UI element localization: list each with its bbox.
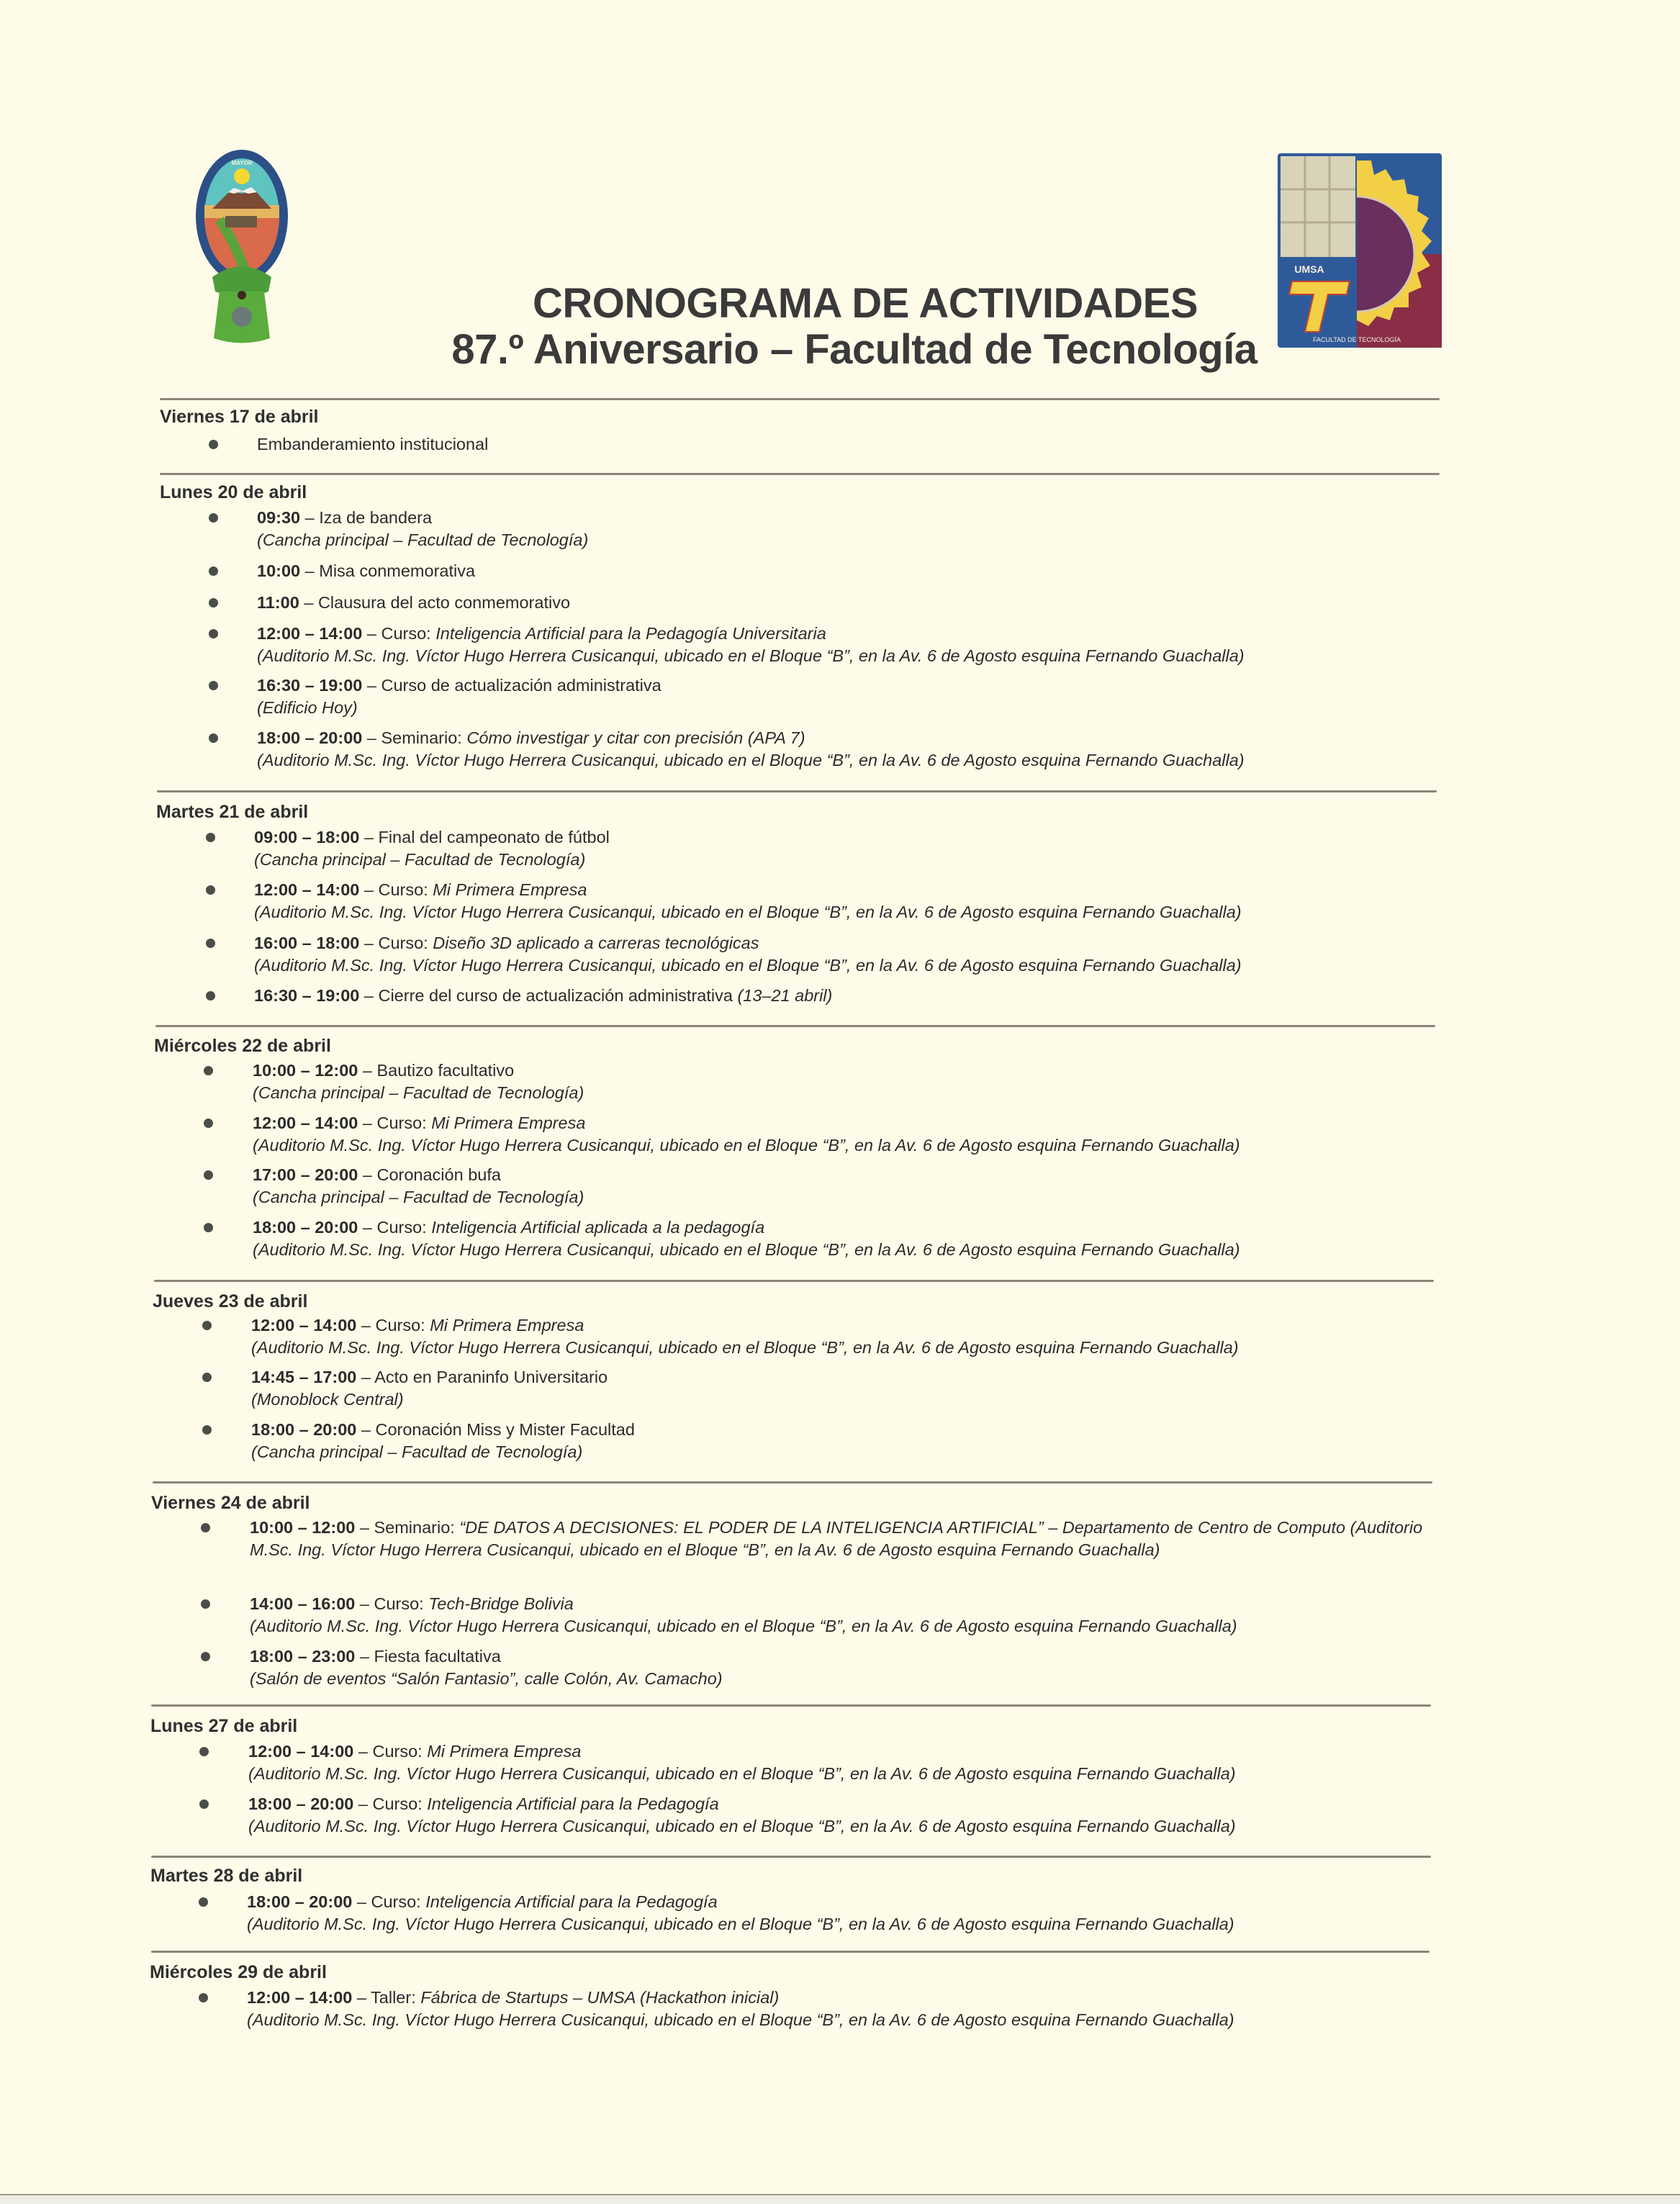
bullet-icon [209,681,218,690]
day-heading: Lunes 20 de abril [160,482,307,502]
event-title: Misa conmemorativa [319,561,476,580]
separator: – [300,508,320,527]
event-title: Clausura del acto conmemorativo [317,593,571,612]
bullet-icon [201,1652,210,1661]
bullet-icon [199,1993,208,2002]
section-divider [160,398,1440,400]
event-time: 18:00 – 20:00 [251,1420,357,1439]
event-course-name: Inteligencia Artificial aplicada a la pedagogía [431,1218,765,1237]
event-title: Coronación Miss y Mister Facultad [375,1420,635,1439]
bullet-icon [202,1321,212,1330]
event-course-name: Tech-Bridge Bolivia [428,1594,574,1613]
event-title: Seminario: [381,728,467,747]
event-title: Curso: [376,1218,432,1237]
event-location: (Monoblock Central) [251,1390,404,1409]
event-time: 12:00 – 14:00 [254,880,360,899]
event-course-name: Inteligencia Artificial para la Pedagogía [425,1892,718,1911]
separator: – [300,561,320,580]
event-time: 12:00 – 14:00 [248,1742,354,1761]
separator: – [362,676,381,695]
event-title: Iza de bandera [319,508,433,527]
separator: – [353,1742,373,1761]
schedule-item [253,1112,1433,1157]
svg-text:FACULTAD DE TECNOLOGÍA: FACULTAD DE TECNOLOGÍA [1312,336,1401,343]
event-title: Final del campeonato de fútbol [378,828,610,846]
event-time: 14:00 – 16:00 [250,1594,356,1613]
event-location: (Auditorio M.Sc. Ing. Víctor Hugo Herrera Cusicanqui, ubicado en el Bloque “B”, en la Av. 6 de Agosto esquina Fernando Guachalla) [254,903,1242,921]
schedule-item [253,1164,1433,1209]
event-time: 12:00 – 14:00 [257,624,363,643]
event-course-name: Inteligencia Artificial para la Pedagogía [427,1794,719,1813]
event-location: (Cancha principal – Facultad de Tecnología) [251,1442,583,1461]
event-location: (Cancha principal – Facultad de Tecnología) [257,530,589,549]
event-time: 10:00 – 12:00 [253,1061,358,1080]
bullet-icon [202,1425,212,1435]
schedule-item [250,1593,1430,1638]
bullet-icon [206,991,215,1001]
event-course-name: Mi Primera Empresa [433,880,587,899]
schedule-item [248,1793,1429,1838]
schedule-item [257,507,1437,551]
section-divider [160,473,1440,475]
event-title: Curso: [371,1892,426,1911]
event-location: (Auditorio M.Sc. Ing. Víctor Hugo Herrera Cusicanqui, ubicado en el Bloque “B”, en la Av. 6 de Agosto esquina Fernando Guachalla) [254,956,1242,975]
event-course-name: Cómo investigar y citar con precisión (APA 7) [466,728,805,747]
event-time: 12:00 – 14:00 [253,1114,358,1132]
document-subtitle: 87.º Aniversario – Facultad de Tecnología [451,326,1257,373]
event-title: Embanderamiento institucional [257,435,489,453]
event-title: Curso: [381,624,436,643]
bullet-icon [209,598,218,608]
separator: – [359,934,379,952]
bullet-icon [201,1523,210,1532]
bullet-icon [204,1066,213,1075]
schedule-item [254,932,1435,977]
event-course-name: Mi Primera Empresa [427,1742,582,1761]
separator: – [356,1420,376,1439]
event-time: 16:30 – 19:00 [257,676,363,695]
event-title: Curso: [372,1794,428,1813]
event-time: 09:30 [257,508,301,527]
schedule-item [257,727,1437,772]
event-time: 11:00 [257,593,299,612]
schedule-item [251,1366,1432,1411]
separator: – [359,880,379,899]
bullet-icon [209,440,218,449]
event-course-name: Mi Primera Empresa [430,1316,584,1334]
separator: – [353,1794,373,1813]
event-location: (Cancha principal – Facultad de Tecnología) [253,1083,584,1102]
separator: – [358,1218,377,1237]
schedule-item [247,1891,1427,1936]
event-location: (Auditorio M.Sc. Ing. Víctor Hugo Herrera Cusicanqui, ubicado en el Bloque “B”, en la Av. 6 de Agosto esquina Fernando Guachalla) [253,1136,1240,1155]
event-course-name: Diseño 3D aplicado a carreras tecnológicas [433,934,759,952]
day-heading: Jueves 23 de abril [153,1291,308,1311]
separator: – [356,1316,376,1334]
event-location: (Auditorio M.Sc. Ing. Víctor Hugo Herrera Cusicanqui, ubicado en el Bloque “B”, en la Av. 6 de Agosto esquina Fernando Guachalla) [248,1764,1236,1783]
section-divider [155,1025,1435,1027]
event-location: (Auditorio M.Sc. Ing. Víctor Hugo Herrera Cusicanqui, ubicado en el Bloque “B”, en la Av. 6 de Agosto esquina Fernando Guachalla) [257,646,1245,665]
event-time: 16:30 – 19:00 [254,986,360,1005]
event-location: (Cancha principal – Facultad de Tecnología) [253,1188,584,1206]
event-title: Curso: [378,880,433,899]
day-heading: Viernes 17 de abril [160,407,319,427]
event-time: 18:00 – 20:00 [247,1892,353,1911]
schedule-item [257,623,1437,667]
schedule-item [250,1517,1430,1561]
event-location: (Auditorio M.Sc. Ing. Víctor Hugo Herrera Cusicanqui, ubicado en el Bloque “B”, en la Av. 6 de Agosto esquina Fernando Guachalla) [248,1817,1236,1835]
event-time: 18:00 – 23:00 [250,1647,356,1666]
separator: – [359,828,379,846]
event-time: 17:00 – 20:00 [253,1165,358,1184]
separator: – [358,1114,377,1132]
bullet-icon [209,566,218,576]
bullet-icon [199,1897,208,1907]
separator: – [355,1594,374,1613]
bullet-icon [199,1799,209,1809]
event-location: (Auditorio M.Sc. Ing. Víctor Hugo Herrera Cusicanqui, ubicado en el Bloque “B”, en la Av. 6 de Agosto esquina Fernando Guachalla) [251,1338,1239,1357]
event-location: (Auditorio M.Sc. Ing. Víctor Hugo Herrera Cusicanqui, ubicado en el Bloque “B”, en la Av. 6 de Agosto esquina Fernando Guachalla) [253,1240,1240,1259]
event-time: 12:00 – 14:00 [251,1316,357,1334]
bullet-icon [204,1170,213,1180]
separator: – [355,1518,374,1537]
separator: – [362,624,381,643]
event-time: 18:00 – 20:00 [257,728,363,747]
event-title: Acto en Paraninfo Universitario [374,1368,608,1386]
bullet-icon [206,885,215,895]
day-heading: Miércoles 22 de abril [154,1036,331,1056]
event-location: (Cancha principal – Facultad de Tecnología) [254,850,586,869]
separator: – [299,593,318,612]
schedule-item [254,985,1435,1007]
event-course-name: “DE DATOS A DECISIONES: EL PODER DE LA INTELIGENCIA ARTIFICIAL” – Departamento de Centro de Computo (Auditorio M.Sc. Ing. Víctor Hugo Herrera Cusicanqui, ubicado en el Bloque “B”, en la Av. 6 de Agosto esquina Fernando Guachalla) [250,1518,1423,1559]
section-divider [153,1481,1432,1483]
event-title: Curso: [375,1316,430,1334]
schedule-item [248,1740,1429,1785]
separator: – [359,986,379,1005]
event-course-name: Mi Primera Empresa [431,1114,586,1132]
svg-text:MAYOR: MAYOR [231,160,253,166]
bullet-icon [204,1223,213,1232]
schedule-item [257,560,1437,582]
separator: – [358,1165,377,1184]
separator: – [358,1061,377,1080]
separator: – [352,1892,371,1911]
event-title: Taller: [371,1988,421,2007]
section-divider [151,1856,1431,1858]
event-title: Curso de actualización administrativa [381,676,661,695]
event-time: 12:00 – 14:00 [247,1988,353,2007]
section-divider [151,1951,1430,1953]
event-title: Bautizo facultativo [376,1061,515,1080]
event-title: Curso: [374,1594,429,1613]
schedule-item [257,674,1437,719]
event-location: (Auditorio M.Sc. Ing. Víctor Hugo Herrera Cusicanqui, ubicado en el Bloque “B”, en la Av. 6 de Agosto esquina Fernando Guachalla) [247,2010,1234,2029]
bullet-icon [209,629,218,638]
event-time: 18:00 – 20:00 [248,1794,354,1813]
schedule-item [251,1419,1432,1463]
section-divider [154,1280,1434,1282]
event-location: (Auditorio M.Sc. Ing. Víctor Hugo Herrera Cusicanqui, ubicado en el Bloque “B”, en la Av. 6 de Agosto esquina Fernando Guachalla) [257,751,1245,769]
schedule-item [253,1216,1433,1261]
separator: – [356,1368,375,1386]
day-heading: Lunes 27 de abril [150,1716,298,1736]
schedule-item [257,433,1437,456]
bullet-icon [209,513,218,523]
svg-text:UMSA: UMSA [1294,263,1324,275]
bullet-icon [209,733,218,743]
event-title: Cierre del curso de actualización administrativa [378,986,738,1005]
day-heading: Martes 28 de abril [150,1866,303,1886]
event-time: 16:00 – 18:00 [254,934,360,952]
event-title: Curso: [376,1114,432,1132]
schedule-item [257,592,1437,614]
schedule-item [254,879,1435,923]
event-time: 09:00 – 18:00 [254,828,360,846]
event-time: 10:00 – 12:00 [250,1518,356,1537]
schedule-item [254,826,1435,871]
event-course-name: (13–21 abril) [737,986,833,1005]
event-location: (Salón de eventos “Salón Fantasio”, calle Colón, Av. Camacho) [250,1669,723,1688]
day-heading: Miércoles 29 de abril [150,1962,327,1982]
schedule-item [250,1645,1430,1690]
event-course-name: Fábrica de Startups – UMSA (Hackathon inicial) [420,1988,780,2007]
day-heading: Martes 21 de abril [156,802,309,822]
schedule-item [247,1987,1427,2031]
event-time: 18:00 – 20:00 [253,1218,358,1237]
section-divider [157,790,1437,792]
event-title: Coronación bufa [376,1165,501,1184]
schedule-item [251,1314,1432,1359]
event-time: 10:00 [257,561,301,580]
event-time: 14:45 – 17:00 [251,1368,357,1386]
event-location: (Auditorio M.Sc. Ing. Víctor Hugo Herrera Cusicanqui, ubicado en el Bloque “B”, en la Av. 6 de Agosto esquina Fernando Guachalla) [250,1617,1237,1635]
event-title: Curso: [372,1742,428,1761]
document-title: CRONOGRAMA DE ACTIVIDADES [532,280,1198,327]
bullet-icon [206,939,215,948]
event-title: Seminario: [374,1518,460,1537]
day-heading: Viernes 24 de abril [151,1493,310,1513]
bullet-icon [201,1599,210,1609]
bullet-icon [204,1119,213,1128]
event-location: (Auditorio M.Sc. Ing. Víctor Hugo Herrera Cusicanqui, ubicado en el Bloque “B”, en la Av. 6 de Agosto esquina Fernando Guachalla) [247,1915,1234,1933]
bullet-icon [206,833,215,842]
event-title: Fiesta facultativa [374,1647,501,1666]
bullet-icon [202,1373,212,1382]
event-course-name: Inteligencia Artificial para la Pedagogía Universitaria [435,624,826,643]
section-divider [151,1704,1431,1707]
bullet-icon [199,1747,209,1756]
event-title: Curso: [378,934,433,952]
event-location: (Edificio Hoy) [257,698,358,717]
separator: – [355,1647,374,1666]
separator: – [362,728,381,747]
separator: – [352,1988,371,2007]
schedule-item [253,1060,1433,1104]
